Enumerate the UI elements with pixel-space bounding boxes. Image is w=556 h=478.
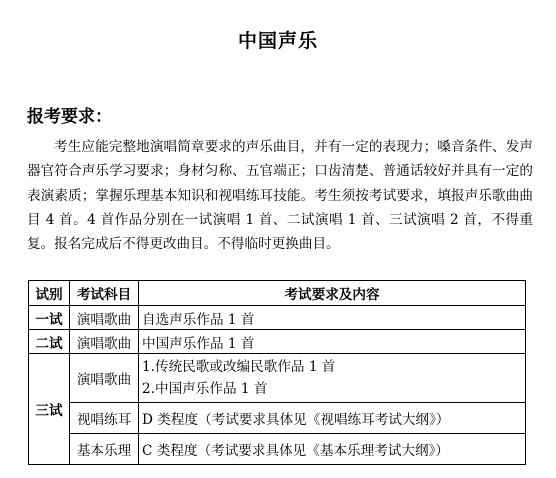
header-round: 试别 — [29, 281, 70, 306]
subject-cell: 演唱歌曲 — [70, 330, 139, 354]
subject-cell: 演唱歌曲 — [70, 306, 139, 330]
section-heading: 报考要求： — [27, 107, 112, 127]
table-row — [29, 354, 526, 403]
content-line: 2.中国声乐作品 1 首 — [142, 381, 268, 397]
document-title: 中国声乐 — [237, 30, 318, 52]
subject-cell: 演唱歌曲 — [70, 354, 139, 403]
content-cell: 中国声乐作品 1 首 — [139, 330, 526, 354]
table-row — [29, 403, 526, 434]
content-cell: 自选声乐作品 1 首 — [139, 306, 526, 330]
content-cell: D 类程度（考试要求具体见《视唱练耳考试大纲》） — [139, 403, 526, 434]
round-cell: 三试 — [29, 354, 70, 465]
content-cell: C 类程度（考试要求具体见《基本乐理考试大纲》） — [139, 434, 526, 465]
subject-cell: 视唱练耳 — [70, 403, 139, 434]
content-line: 1.传统民歌或改编民歌作品 1 首 — [142, 359, 336, 375]
table-row — [29, 306, 526, 330]
content-cell — [139, 354, 526, 403]
table-row — [29, 434, 526, 465]
table-header-row — [29, 281, 526, 306]
table-row — [29, 330, 526, 354]
subject-cell: 基本乐理 — [70, 434, 139, 465]
exam-requirements-table — [28, 280, 526, 465]
intro-paragraph: 考生应能完整地演唱简章要求的声乐曲目，并有一定的表现力；嗓音条件、发声器官符合声乐学习要求；身材匀称、五官端正；口齿清楚、普通话较好并具有一定的表演素质；掌握乐理基本知识和视唱练耳技能。考生须按考试要求，填报声乐歌曲曲目 4 首。4 首作品分别在一试演唱 1 首、二试演唱 1 首、三试演唱 2 首，不得重复。报名完成后不得更改曲目。不得临时更换曲目。 — [27, 139, 533, 253]
round-cell: 一试 — [29, 306, 70, 330]
header-subject: 考试科目 — [70, 281, 139, 306]
header-content: 考试要求及内容 — [139, 281, 526, 306]
round-cell: 二试 — [29, 330, 70, 354]
